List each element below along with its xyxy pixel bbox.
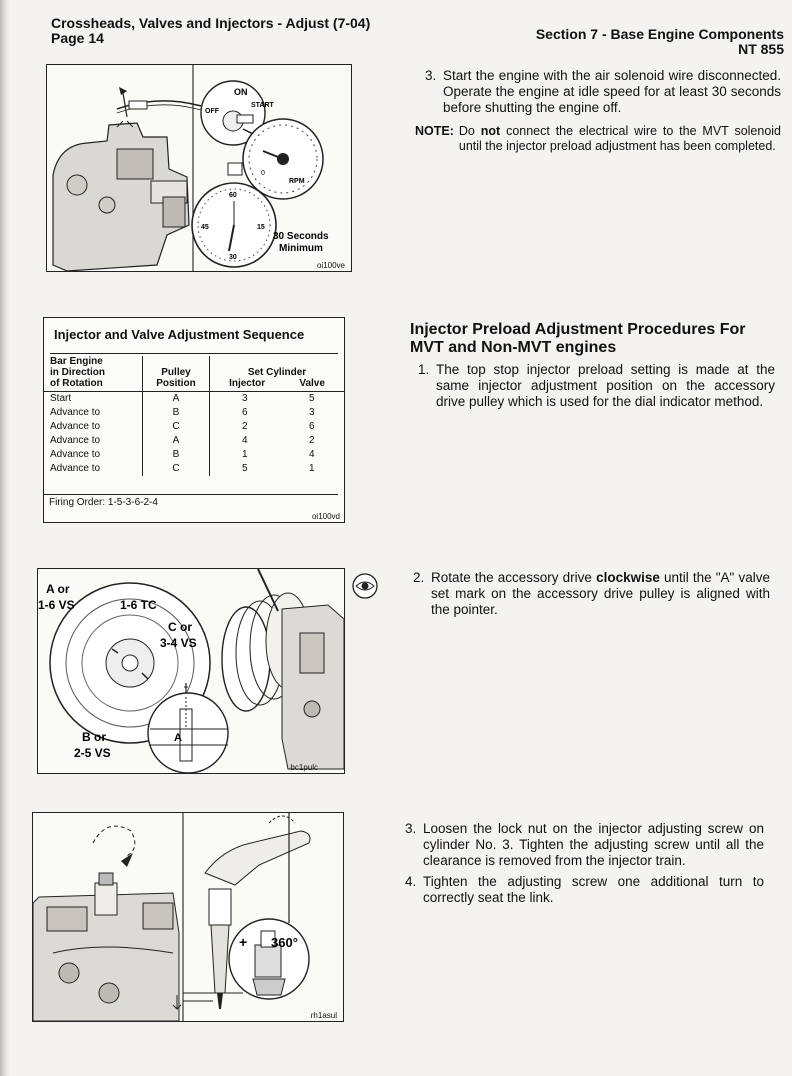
adjustment-sequence-table (43, 317, 345, 523)
note-text-pre: Do (458, 124, 475, 138)
label-1-6-vs: 1-6 VS (38, 598, 75, 612)
step-text-pre: Rotate the accessory drive (431, 570, 592, 585)
cell-valve: 6 (309, 421, 315, 432)
switch-off-label: OFF (205, 108, 219, 115)
step-text-emphasis: clockwise (596, 570, 660, 585)
cell-bar: Advance to (44, 434, 143, 448)
tach-unit-label: RPM (289, 178, 305, 185)
figure-code: oi100ve (316, 261, 345, 270)
engine-model: NT 855 (738, 41, 784, 57)
cell-pulley: A (143, 434, 210, 448)
watch-caption-line1: 30 Seconds (273, 231, 329, 242)
cell-valve: 1 (309, 463, 315, 474)
step-text: The top stop injector preload setting is made at the same injector adjustment position on the accessory drive pulley which is used for the dial indicator method. (436, 362, 775, 409)
note-label: NOTE: (415, 124, 454, 138)
tach-zero-label: 0 (261, 170, 265, 177)
cell-pulley: B (143, 406, 210, 420)
table-header-row (44, 356, 344, 392)
table-row (44, 462, 344, 476)
header-valve: Valve (299, 378, 325, 389)
header-bar-engine-2: in Direction (50, 367, 106, 378)
label-2-5-vs: 2-5 VS (74, 746, 111, 760)
watch-caption-line2: Minimum (279, 243, 323, 254)
figure-code: bc1pulc (290, 763, 318, 772)
cell-valve: 2 (309, 435, 315, 446)
header-pulley-2: Position (156, 378, 196, 389)
note-text-emphasis: not (480, 124, 501, 138)
header-bar-engine-3: of Rotation (50, 378, 103, 389)
cell-bar: Advance to (44, 406, 143, 420)
label-3-4-vs: 3-4 VS (160, 636, 197, 650)
firing-order: Firing Order: 1-5-3-6-2-4 (49, 497, 158, 508)
step-number: 4. (405, 874, 417, 889)
page-binding-shadow (0, 0, 10, 1076)
cell-valve: 4 (309, 449, 315, 460)
cell-injector: 5 (242, 463, 248, 474)
label-1-6-tc: 1-6 TC (120, 598, 157, 612)
step-text: Tighten the adjusting screw one additional turn to correctly seat the link. (423, 874, 764, 905)
table-row (44, 392, 344, 407)
watch-30-label: 30 (229, 254, 237, 261)
step-text-post: until the "A" valve set mark on the accessory drive pulley is aligned with the pointer. (431, 570, 770, 617)
cell-pulley: B (143, 448, 210, 462)
watch-45-label: 45 (201, 224, 209, 231)
note-mvt-solenoid (415, 124, 781, 154)
figure-engine-start (46, 64, 352, 272)
procedure-heading-line1: Injector Preload Adjustment Procedures For (410, 321, 746, 338)
step-number: 1. (418, 362, 430, 377)
section-title: Section 7 - Base Engine Components (535, 26, 784, 42)
step-3-start-engine (425, 68, 781, 116)
step-text (413, 570, 770, 618)
table-row (44, 420, 344, 434)
cell-injector: 3 (242, 393, 248, 404)
label-c-or: C or (168, 620, 192, 634)
step-number: 2. (413, 570, 425, 585)
sequence-table-grid (44, 356, 344, 476)
header-bar-engine (44, 356, 143, 392)
header-injector: Injector (229, 378, 266, 389)
table-row (44, 448, 344, 462)
step-text: Loosen the lock nut on the injector adjusting screw on cylinder No. 3. Tighten the adjusting screw until all the clearance is removed from the injector train. (423, 821, 764, 868)
plus-sign: + (239, 934, 248, 950)
step-2-rotate-drive (413, 570, 770, 618)
engine-start-illustration (47, 65, 351, 271)
step-3-loosen-lock-nut (405, 821, 764, 869)
cell-pulley: A (143, 392, 210, 407)
label-a-or: A or (46, 582, 70, 596)
cell-pulley: C (143, 420, 210, 434)
rotation-angle: 360° (271, 935, 298, 950)
cell-injector: 2 (242, 421, 248, 432)
switch-start-label: START (251, 102, 274, 109)
cell-bar: Advance to (44, 420, 143, 434)
cell-injector: 1 (242, 449, 248, 460)
switch-on-label: ON (234, 87, 248, 97)
firing-order-rule (44, 494, 338, 495)
pulley-illustration (38, 569, 344, 773)
pulley-mark-a: A (174, 732, 182, 744)
note-body (459, 124, 781, 154)
cell-injector: 6 (242, 407, 248, 418)
cell-valve: 3 (309, 407, 315, 418)
header-pulley-1: Pulley (161, 367, 191, 378)
cell-bar: Advance to (44, 462, 143, 476)
watch-15-label: 15 (257, 224, 265, 231)
step-text: Start the engine with the air solenoid wire disconnected. Operate the engine at idle speed for at least 30 seconds before shutting the engine off. (443, 68, 781, 115)
header-pulley-position (143, 356, 210, 392)
figure-injector-adjusting-screw (32, 812, 344, 1022)
figure-code: rh1asul (310, 1011, 337, 1020)
page-title: Crossheads, Valves and Injectors - Adjust (7-04) (51, 15, 371, 31)
page-number: Page 14 (51, 30, 104, 46)
figure-accessory-pulley (37, 568, 345, 774)
cell-injector: 4 (242, 435, 248, 446)
header-bar-engine-1: Bar Engine (50, 356, 103, 367)
page-header-right (536, 27, 784, 57)
page-header-left (51, 16, 370, 46)
table-code: oi100vd (311, 512, 340, 521)
step-4-tighten-screw (405, 874, 764, 906)
cell-valve: 5 (309, 393, 315, 404)
cell-pulley: C (143, 462, 210, 476)
header-set-cylinder (210, 356, 345, 392)
header-set-cylinder-label: Set Cylinder (247, 367, 307, 378)
table-row (44, 434, 344, 448)
step-number: 3. (425, 68, 437, 83)
step-number: 3. (405, 821, 417, 836)
table-title-rule (50, 353, 338, 354)
procedure-heading (410, 321, 780, 357)
cell-bar: Start (44, 392, 143, 407)
cell-bar: Advance to (44, 448, 143, 462)
table-title: Injector and Valve Adjustment Sequence (54, 327, 305, 342)
note-text-post: connect the electrical wire to the MVT solenoid until the injector preload adjustment has been completed. (458, 124, 782, 153)
step-1-top-stop-preload (418, 362, 775, 410)
watch-60-label: 60 (229, 192, 237, 199)
procedure-heading-line2: MVT and Non-MVT engines (410, 339, 617, 356)
injector-screw-illustration (33, 813, 343, 1021)
eye-icon (352, 573, 378, 604)
table-row (44, 406, 344, 420)
label-b-or: B or (82, 730, 106, 744)
